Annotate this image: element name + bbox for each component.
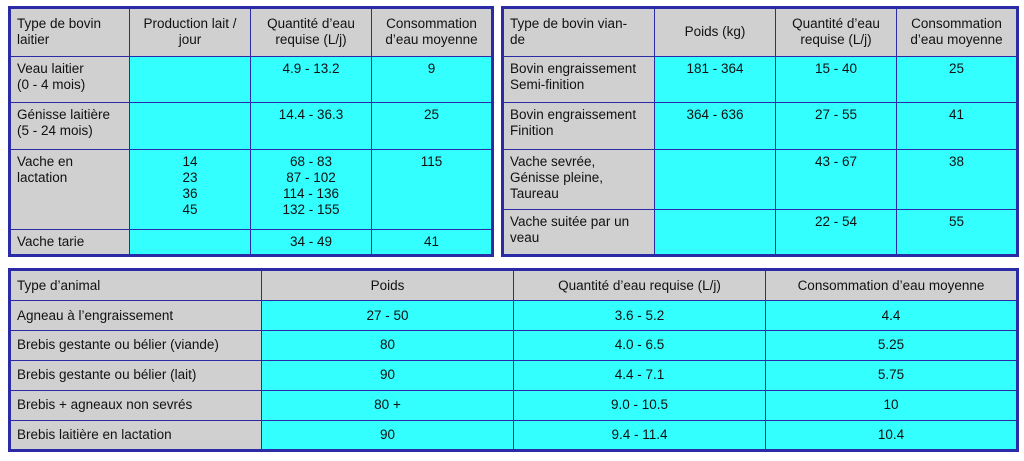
column-header: Poids (kg) [655, 8, 776, 57]
column-header: Production lait / jour [130, 8, 251, 57]
table-cell: 25 [372, 103, 493, 150]
table-cell [130, 229, 251, 255]
column-header: Type de bovin laitier [10, 8, 130, 57]
row-label: Brebis + agneaux non sevrés [10, 390, 262, 420]
table-cell: 22 - 54 [776, 210, 897, 256]
table-cell: 10.4 [766, 420, 1018, 450]
column-header: Quantité d’eau requise (L/j) [514, 270, 766, 301]
dairy-cattle-table [8, 6, 494, 257]
table-cell: 4.4 - 7.1 [514, 360, 766, 390]
table-row [503, 56, 1018, 103]
table-row [10, 229, 493, 255]
row-label: Vache en lactation [10, 149, 130, 229]
table-row [10, 390, 1018, 420]
table-cell: 115 [372, 149, 493, 229]
table-cell: 41 [897, 103, 1018, 150]
row-label: Vache sevrée, Génisse pleine, Taureau [503, 149, 655, 210]
table-cell: 90 [262, 360, 514, 390]
table-cell: 9.0 - 10.5 [514, 390, 766, 420]
column-header: Type d’animal [10, 270, 262, 301]
sheep-table [8, 268, 1019, 452]
table-row [503, 210, 1018, 256]
table-cell: 5.25 [766, 331, 1018, 361]
table-cell: 9 [372, 56, 493, 103]
row-label: Brebis gestante ou bélier (lait) [10, 360, 262, 390]
row-label: Brebis laitière en lactation [10, 420, 262, 450]
table-cell [655, 149, 776, 210]
table-cell: 4.9 - 13.2 [251, 56, 372, 103]
table-cell: 25 [897, 56, 1018, 103]
table-cell: 43 - 67 [776, 149, 897, 210]
column-header: Consommation d’eau moyenne [897, 8, 1018, 57]
table-cell: 5.75 [766, 360, 1018, 390]
table-cell: 80 + [262, 390, 514, 420]
table-row [10, 301, 1018, 331]
table-header-row [10, 8, 493, 57]
table-cell: 41 [372, 229, 493, 255]
table-row [10, 360, 1018, 390]
table-cell: 4.4 [766, 301, 1018, 331]
table-cell: 3.6 - 5.2 [514, 301, 766, 331]
row-label: Génisse laitière (5 - 24 mois) [10, 103, 130, 150]
table-cell: 15 - 40 [776, 56, 897, 103]
table-cell [655, 210, 776, 256]
table-cell: 68 - 83 87 - 102 114 - 136 132 - 155 [251, 149, 372, 229]
table-row [503, 103, 1018, 150]
table-cell: 364 - 636 [655, 103, 776, 150]
table-cell [130, 103, 251, 150]
column-header: Consommation d’eau moyenne [766, 270, 1018, 301]
table-cell: 14 23 36 45 [130, 149, 251, 229]
table-cell [130, 56, 251, 103]
row-label: Vache suitée par un veau [503, 210, 655, 256]
beef-cattle-table [501, 6, 1019, 257]
table-header-row [10, 270, 1018, 301]
column-header: Quantité d’eau requise (L/j) [251, 8, 372, 57]
row-label: Bovin engraissement Finition [503, 103, 655, 150]
table-row [10, 103, 493, 150]
row-label: Vache tarie [10, 229, 130, 255]
table-cell: 4.0 - 6.5 [514, 331, 766, 361]
table-cell: 10 [766, 390, 1018, 420]
row-label: Brebis gestante ou bélier (viande) [10, 331, 262, 361]
table-cell: 80 [262, 331, 514, 361]
table-cell: 27 - 50 [262, 301, 514, 331]
column-header: Quantité d’eau requise (L/j) [776, 8, 897, 57]
row-label: Agneau à l’engraissement [10, 301, 262, 331]
table-cell: 34 - 49 [251, 229, 372, 255]
table-row [10, 149, 493, 229]
table-cell: 181 - 364 [655, 56, 776, 103]
table-row [503, 149, 1018, 210]
column-header: Poids [262, 270, 514, 301]
table-row [10, 420, 1018, 450]
table-row [10, 56, 493, 103]
table-cell: 9.4 - 11.4 [514, 420, 766, 450]
row-label: Bovin engraissement Semi-finition [503, 56, 655, 103]
column-header: Consommation d’eau moyenne [372, 8, 493, 57]
column-header: Type de bovin vian- de [503, 8, 655, 57]
table-header-row [503, 8, 1018, 57]
table-cell: 55 [897, 210, 1018, 256]
table-cell: 27 - 55 [776, 103, 897, 150]
row-label: Veau laitier (0 - 4 mois) [10, 56, 130, 103]
table-row [10, 331, 1018, 361]
table-cell: 14.4 - 36.3 [251, 103, 372, 150]
table-cell: 38 [897, 149, 1018, 210]
table-cell: 90 [262, 420, 514, 450]
